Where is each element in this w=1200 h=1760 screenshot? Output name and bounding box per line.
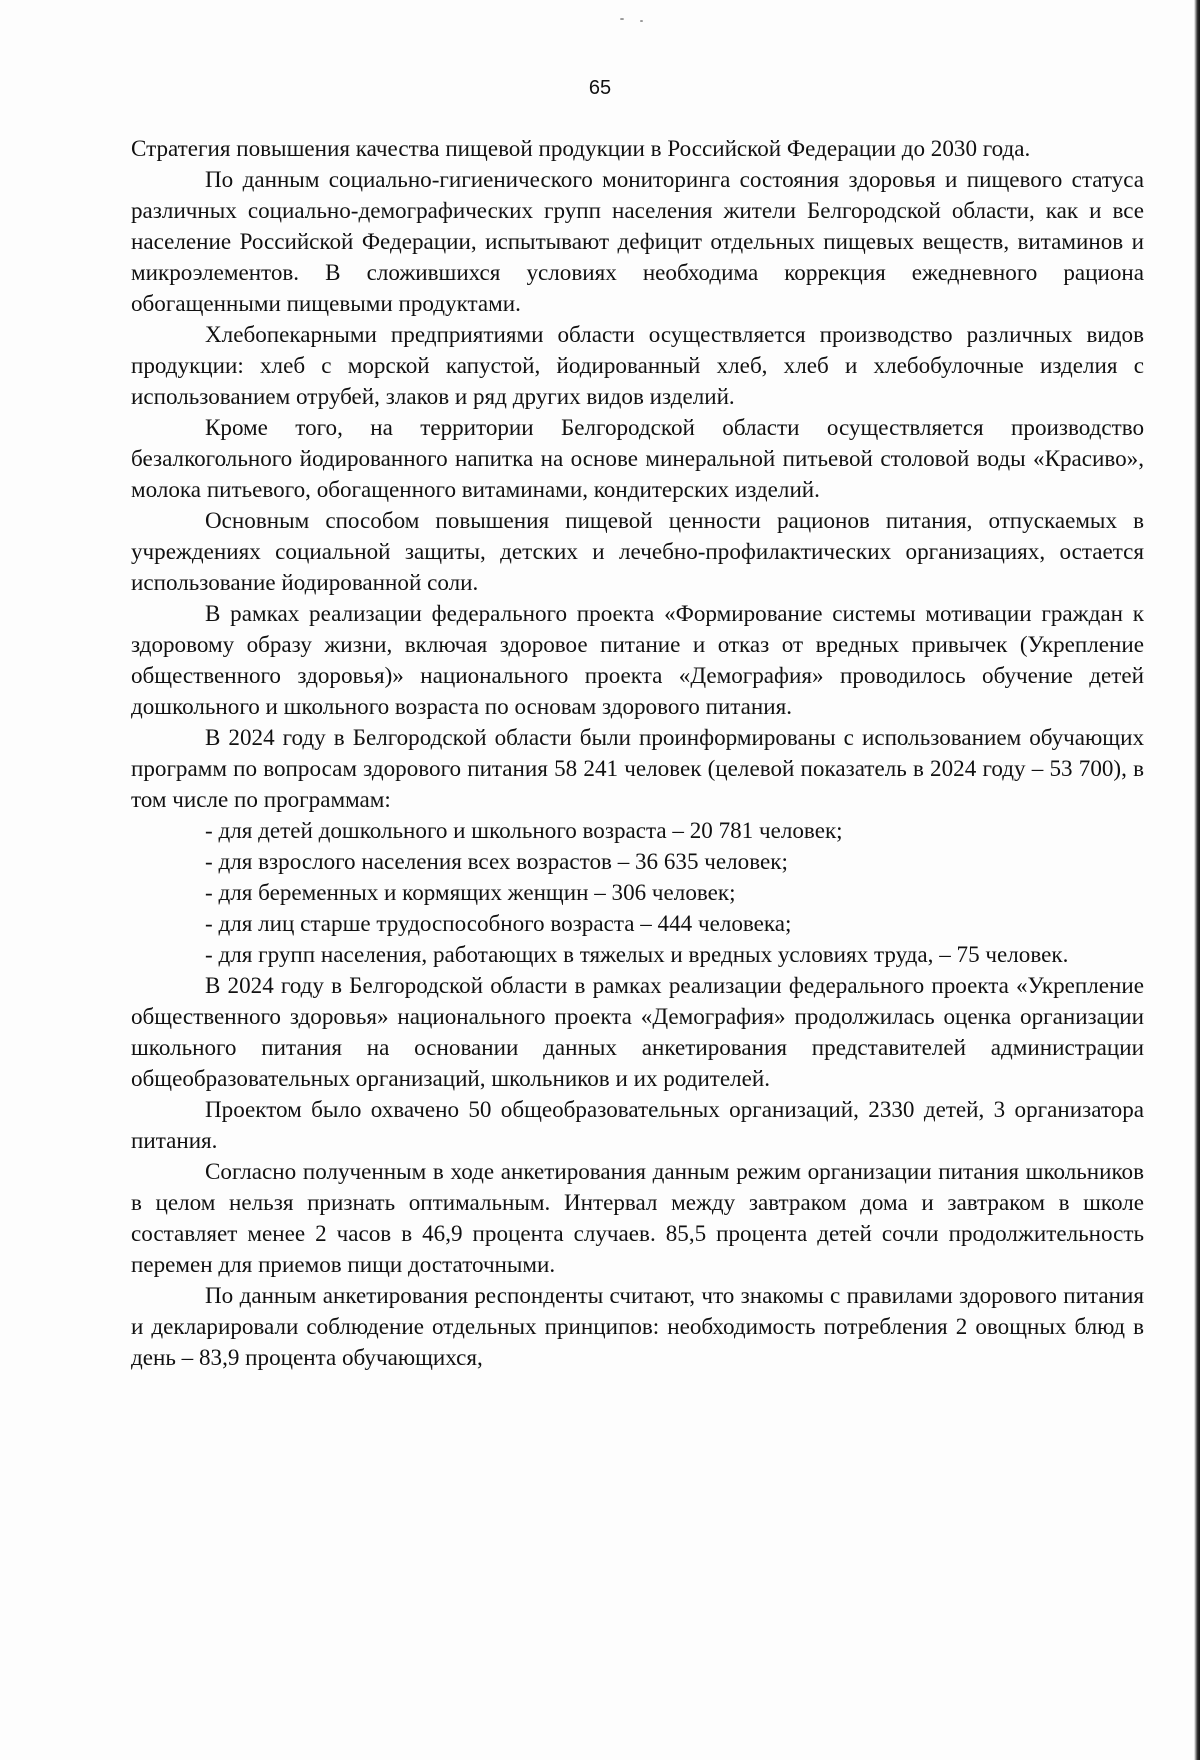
- list-item: - для беременных и кормящих женщин – 306 человек;: [205, 879, 736, 905]
- paragraph: Кроме того, на территории Белгородской области осуществляется производство безалкогольного йодированного напитка на основе минеральной питьевой столовой воды «Красиво», молока питьевого, обогащенного витаминами, кондитерских изделий.: [131, 414, 1144, 502]
- paragraph: Стратегия повышения качества пищевой продукции в Российской Федерации до 2030 года.: [131, 135, 1031, 161]
- scan-edge-shadow: [1194, 0, 1200, 1760]
- list-item: - для взрослого населения всех возрастов – 36 635 человек;: [205, 848, 788, 874]
- scan-speck: [640, 20, 643, 22]
- paragraph: В рамках реализации федерального проекта «Формирование системы мотивации граждан к здоровому образу жизни, включая здоровое питание и отказ от вредных привычек (Укрепление общественного здоровья)» национального проекта «Демография» проводилось обучение детей дошкольного и школьного возраста по основам здорового питания.: [131, 600, 1144, 719]
- document-body: [131, 133, 1144, 1373]
- list-item: - для лиц старше трудоспособного возраста – 444 человека;: [205, 910, 792, 936]
- page-number: 65: [588, 77, 612, 99]
- paragraph: Согласно полученным в ходе анкетирования данным режим организации питания школьников в целом нельзя признать оптимальным. Интервал между завтраком дома и завтраком в школе составляет менее 2 часов в 46,9 процента случаев. 85,5 процента детей сочли продолжительность перемен для приемов пищи достаточными.: [131, 1158, 1144, 1277]
- scan-speck: [620, 18, 624, 20]
- paragraph: Хлебопекарными предприятиями области осуществляется производство различных видов продукции: хлеб с морской капустой, йодированный хлеб, хлеб и хлебобулочные изделия с использованием отрубей, злаков и ряд других видов изделий.: [131, 321, 1144, 409]
- list-item: - для групп населения, работающих в тяжелых и вредных условиях труда, – 75 человек.: [205, 941, 1069, 967]
- paragraph: В 2024 году в Белгородской области были проинформированы с использованием обучающих программ по вопросам здорового питания 58 241 человек (целевой показатель в 2024 году – 53 700), в том числе по программам:: [131, 724, 1144, 812]
- paragraph: По данным социально-гигиенического мониторинга состояния здоровья и пищевого статуса различных социально-демографических групп населения жители Белгородской области, как и все население Российской Федерации, испытывают дефицит отдельных пищевых веществ, витаминов и микроэлементов. В сложившихся условиях необходима коррекция ежедневного рациона обогащенными пищевыми продуктами.: [131, 166, 1144, 316]
- paragraph: Основным способом повышения пищевой ценности рационов питания, отпускаемых в учреждениях социальной защиты, детских и лечебно-профилактических организациях, остается использование йодированной соли.: [131, 507, 1144, 595]
- paragraph: Проектом было охвачено 50 общеобразовательных организаций, 2330 детей, 3 организатора питания.: [131, 1096, 1144, 1153]
- list-item: - для детей дошкольного и школьного возраста – 20 781 человек;: [205, 817, 843, 843]
- paragraph: В 2024 году в Белгородской области в рамках реализации федерального проекта «Укрепление общественного здоровья» национального проекта «Демография» продолжилась оценка организации школьного питания на основании данных анкетирования представителей администрации общеобразовательных организаций, школьников и их родителей.: [131, 972, 1144, 1091]
- paragraph: По данным анкетирования респонденты считают, что знакомы с правилами здорового питания и декларировали соблюдение отдельных принципов: необходимость потребления 2 овощных блюд в день – 83,9 процента обучающихся,: [131, 1282, 1144, 1370]
